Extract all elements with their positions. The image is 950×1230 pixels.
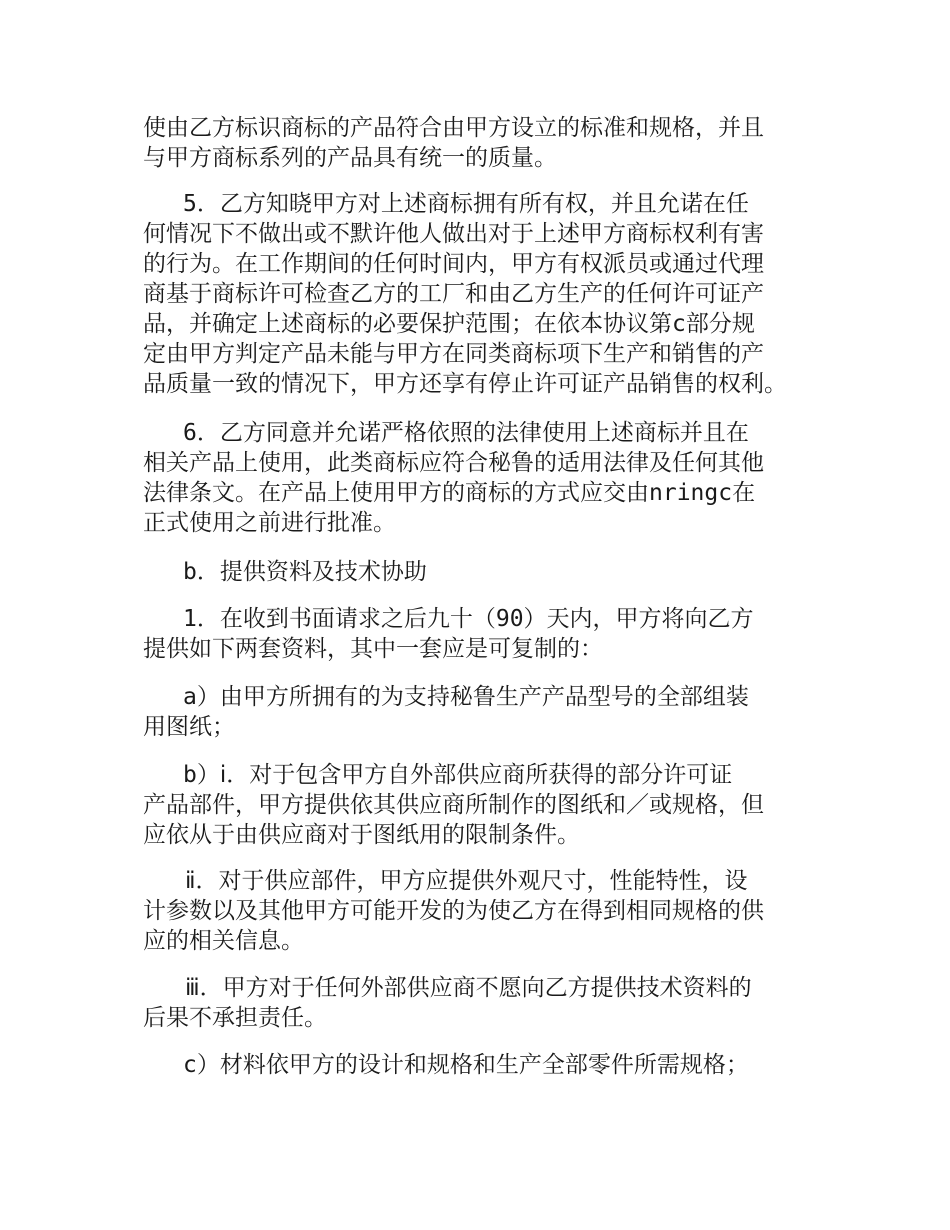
- text-line: ⅲ．甲方对于任何外部供应商不愿向乙方提供技术资料的: [185, 975, 752, 1001]
- text-line: 6．乙方同意并允诺严格依照的法律使用上述商标并且在: [183, 420, 749, 446]
- text-line: 后果不承担责任。: [143, 1005, 327, 1031]
- text-line: 使由乙方标识商标的产品符合由甲方设立的标准和规格，并且: [143, 115, 764, 141]
- text-line: ⅱ．对于供应部件，甲方应提供外观尺寸，性能特性，设: [185, 868, 748, 894]
- text-line: 定由甲方判定产品未能与甲方在同类商标项下生产和销售的产: [143, 341, 764, 367]
- text-line: 产品部件，甲方提供依其供应商所制作的图纸和／或规格，但: [143, 792, 764, 818]
- text-line: 正式使用之前进行批准。: [143, 510, 396, 536]
- text-line: 用图纸；: [143, 714, 235, 740]
- text-line: 品，并确定上述商标的必要保护范围；在依本协议第c部分规: [143, 311, 755, 337]
- text-line: a）由甲方所拥有的为支持秘鲁生产产品型号的全部组装: [183, 684, 749, 710]
- section-heading: b．提供资料及技术协助: [183, 559, 427, 585]
- text-line: 的行为。在工作期间的任何时间内，甲方有权派员或通过代理: [143, 251, 764, 277]
- text-line: b）ⅰ．对于包含甲方自外部供应商所获得的部分许可证: [183, 762, 733, 788]
- text-line: 提供如下两套资料，其中一套应是可复制的：: [143, 636, 603, 662]
- text-line: 相关产品上使用，此类商标应符合秘鲁的适用法律及任何其他: [143, 450, 764, 476]
- text-line: 品质量一致的情况下，甲方还享有停止许可证产品销售的权利。: [143, 371, 787, 397]
- text-line: 法律条文。在产品上使用甲方的商标的方式应交由nringc在: [143, 480, 756, 506]
- text-line: 何情况下不做出或不默许他人做出对于上述甲方商标权利有害: [143, 221, 764, 247]
- text-line: 1．在收到书面请求之后九十（90）天内，甲方将向乙方: [183, 606, 754, 632]
- text-line: 与甲方商标系列的产品具有统一的质量。: [143, 145, 557, 171]
- text-line: 应的相关信息。: [143, 928, 304, 954]
- text-line: 计参数以及其他甲方可能开发的为使乙方在得到相同规格的供: [143, 898, 764, 924]
- text-line: 5．乙方知晓甲方对上述商标拥有所有权，并且允诺在任: [183, 191, 749, 217]
- text-line: 应依从于由供应商对于图纸用的限制条件。: [143, 822, 580, 848]
- text-line: 商基于商标许可检查乙方的工厂和由乙方生产的任何许可证产: [143, 281, 764, 307]
- text-line: c）材料依甲方的设计和规格和生产全部零件所需规格；: [183, 1052, 749, 1078]
